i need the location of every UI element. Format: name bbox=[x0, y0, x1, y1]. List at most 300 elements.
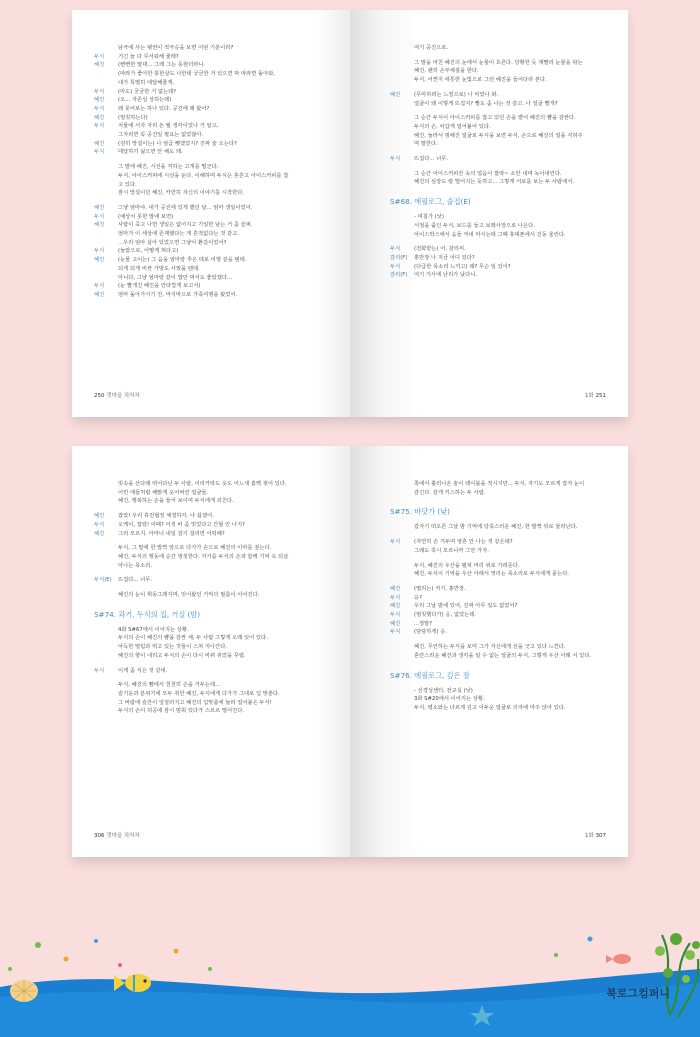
speaker-label: 두식 bbox=[390, 612, 401, 619]
speaker-label: 두식 bbox=[94, 53, 105, 60]
dialogue-line bbox=[94, 122, 332, 131]
dialogue-line bbox=[390, 585, 606, 594]
page-body bbox=[94, 480, 332, 716]
dialogue-line bbox=[390, 620, 606, 629]
direction-line bbox=[94, 230, 332, 239]
line-text: 3화 S#20에서 이어지는 상황. bbox=[414, 696, 485, 703]
line-text: (전화받는) 어, 감리씨. bbox=[414, 246, 466, 253]
line-text: (떨리는) 저기. 홍반장. bbox=[414, 585, 466, 592]
line-text: 혜진의 심장도 칼 떨어지는 듯하고... 그렇게 서로를 보는 두 사람에서. bbox=[414, 179, 575, 186]
book-spread-bottom bbox=[72, 446, 628, 857]
speaker-label bbox=[94, 652, 118, 661]
dialogue-line bbox=[390, 594, 606, 603]
line-text: 슬기운과 분위기에 모두 취한 혜진, 두식에게 다가가 그대로 입 맞춘다. bbox=[118, 690, 280, 697]
direction-line bbox=[94, 544, 332, 553]
dialogue-line bbox=[94, 140, 332, 149]
line-text: 어린 애들처럼 해맑게 웃어버린 얼굴들. bbox=[118, 489, 209, 496]
speaker-label bbox=[94, 480, 118, 489]
speaker-label bbox=[94, 274, 118, 283]
bubble-dot bbox=[118, 963, 122, 967]
line-text: 아니다, 그냥 엄마랑 같이 밥만 먹어도 좋았겠다... bbox=[118, 274, 233, 281]
speaker-label bbox=[94, 79, 118, 88]
paragraph-gap bbox=[94, 600, 332, 606]
line-text: 그러 모르지. 아마너 내일 감기 걸리면 어떡해? bbox=[118, 530, 225, 537]
speaker-label: 혜진 bbox=[94, 530, 105, 537]
line-text: (눈 빨개진 혜진을 안타깝게 보고서) bbox=[118, 283, 201, 290]
line-text: 엄마가 이 세상에 존재했다는 게 흔적없다는 것 같고. bbox=[118, 231, 239, 238]
speaker-label bbox=[94, 707, 118, 716]
page-307 bbox=[350, 446, 628, 857]
speaker-label: 두식 bbox=[94, 248, 105, 255]
dialogue-line bbox=[94, 105, 332, 114]
speaker-label bbox=[94, 681, 118, 690]
speaker-label: 감리(F) bbox=[390, 254, 408, 261]
bubble-dot bbox=[8, 967, 12, 971]
direction-line bbox=[390, 643, 606, 652]
bubble-dot bbox=[64, 957, 69, 962]
direction-line bbox=[94, 163, 332, 172]
speaker-label bbox=[390, 132, 414, 141]
dialogue-line bbox=[94, 148, 332, 157]
dialogue-line bbox=[94, 88, 332, 97]
line-text: 두식, 혜진의 우산을 펼쳐 머리 위로 가려준다. bbox=[414, 562, 520, 569]
direction-line bbox=[94, 591, 332, 600]
speaker-label bbox=[390, 59, 414, 68]
direction-line bbox=[390, 114, 606, 123]
line-text: 그 말을 마친 혜진의 눈에서 눈물이 흐른다. 당황한 듯 재빨리 눈물을 닦는 bbox=[414, 59, 583, 66]
direction-line bbox=[94, 131, 332, 140]
speaker-label: 혜진 bbox=[94, 204, 105, 211]
paragraph-gap bbox=[390, 187, 606, 193]
direction-line bbox=[390, 222, 606, 231]
line-text: 그 순간 두식이 아이스커피를 잡고 있던 손을 뻗어 혜진의 뺨을 감싼다. bbox=[414, 115, 576, 122]
dialogue-line bbox=[390, 155, 606, 164]
speaker-label: 혜진 bbox=[94, 513, 105, 520]
speaker-label bbox=[390, 231, 414, 240]
line-text: 아득한 떨림과 뛰고 있는 것들이 스쳐 지나간다. bbox=[118, 644, 228, 651]
line-text: 혜진, 두식이 기억을 우산 아래서 엿리는 목소리로 두식에게 묻는다. bbox=[414, 571, 569, 578]
line-text: 남극에 사는 펭귄이 적극승을 보면 어떤 기분이라? bbox=[118, 45, 234, 51]
dialogue-line bbox=[94, 221, 332, 230]
direction-line bbox=[94, 626, 332, 635]
line-text: 우리 그날 밤에 있어, 진짜 아무 일도 없었어? bbox=[414, 603, 518, 610]
speaker-label: 혜진 bbox=[94, 97, 105, 104]
speaker-label: 혜진 bbox=[390, 620, 401, 627]
direction-line bbox=[390, 687, 606, 696]
dialogue-line bbox=[94, 291, 332, 300]
speaker-label bbox=[390, 44, 414, 53]
speaker-label bbox=[390, 140, 414, 149]
speaker-label: 두식 bbox=[94, 521, 105, 528]
speaker-label bbox=[390, 704, 414, 713]
speaker-label bbox=[94, 562, 118, 571]
dialogue-line bbox=[94, 282, 332, 291]
speaker-label: 두식 bbox=[94, 149, 105, 156]
bubble-dot bbox=[588, 937, 593, 942]
dialogue-line bbox=[94, 96, 332, 105]
speaker-label bbox=[390, 222, 414, 231]
dialogue-line bbox=[390, 263, 606, 272]
dialogue-line bbox=[94, 61, 332, 70]
line-text: (멍칫했다가) 응, 없었는데. bbox=[414, 612, 477, 619]
direction-line bbox=[94, 181, 332, 190]
dialogue-line bbox=[94, 114, 332, 123]
line-text: 혼란스러운 혜진과 생각을 알 수 없는 얼굴의 두식, 그렇게 우산 아래 서 있다. bbox=[414, 652, 592, 659]
line-text: 뜨겁다... 너무. bbox=[118, 577, 153, 584]
line-text: 그래도 혹시 모르니까 그만 가자. bbox=[414, 547, 489, 554]
dialogue-line bbox=[390, 611, 606, 620]
line-text: 서점을 줍던 두식, 보드를 들고 보래사장으로 나온다. bbox=[414, 222, 535, 229]
direction-line bbox=[94, 44, 332, 53]
speaker-label: 두식 bbox=[390, 156, 401, 163]
direction-line bbox=[390, 178, 606, 187]
paragraph-gap bbox=[390, 497, 606, 503]
speaker-label bbox=[390, 652, 414, 661]
direction-line bbox=[390, 652, 606, 661]
direction-line bbox=[390, 213, 606, 222]
direction-line bbox=[390, 100, 606, 109]
speaker-label: 두식 bbox=[94, 283, 105, 290]
speaker-label bbox=[94, 591, 118, 600]
page-footer bbox=[585, 831, 606, 839]
speaker-label bbox=[390, 67, 414, 76]
scene-heading: S#76. 에필로그, 깊은 잠 bbox=[390, 670, 470, 680]
speaker-label bbox=[94, 163, 118, 172]
line-text: 여기 공진으로. bbox=[414, 45, 449, 51]
line-text: 빗속을 산다래 뛰어다닌 두 사람, 어리카락도 옷도 어느새 흠뻑 젖어 있다. bbox=[118, 481, 287, 487]
line-text: 그 순간 아이스커피잔 속의 얼음이 깔딱~ 소란 내며 녹아내린다. bbox=[414, 170, 562, 177]
line-text: 두식의 손, 차갑게 얼어붙어 있다. bbox=[414, 123, 491, 130]
page-body bbox=[390, 44, 606, 280]
line-text: (무마하려는 느낌으로) 나 익었나 봐. bbox=[414, 91, 499, 98]
line-text: 두식, 아이스커피에 시선을 둔다. 이해하며 두식은 혼흔고 아이스커피를 잡 bbox=[118, 172, 289, 179]
bubble-dot bbox=[35, 942, 41, 948]
scene-heading: S#75. 바닷가 (낮) bbox=[390, 507, 450, 517]
line-text: 며 말한다. bbox=[414, 141, 438, 148]
line-text: 두식의 손이 혜진의 뺨을 감싼 채, 두 사람 그렇게 오래 있어 있다. bbox=[118, 635, 268, 642]
direction-line bbox=[94, 239, 332, 248]
direction-line bbox=[94, 643, 332, 652]
dialogue-line bbox=[94, 247, 332, 256]
line-text: (멍칫하는다) bbox=[118, 114, 148, 121]
speaker-label: 혜진 bbox=[94, 140, 105, 147]
speaker-label bbox=[94, 699, 118, 708]
line-text: 잡았! 우리 휴전협정 체결하자. 나 쉽겠어. bbox=[118, 513, 214, 520]
dialogue-line bbox=[94, 204, 332, 213]
line-text: 대답하기 싫으면 안 해도 돼. bbox=[118, 149, 183, 156]
speaker-label: 두식 bbox=[390, 594, 401, 601]
page-footer bbox=[585, 391, 606, 399]
speaker-label bbox=[94, 553, 118, 562]
direction-line bbox=[390, 67, 606, 76]
dialogue-line bbox=[94, 256, 332, 265]
running-title: 갯마을 차차차 bbox=[106, 393, 140, 399]
small-fish-icon bbox=[606, 954, 631, 964]
line-text: 혜진, 행복하는 손을 들어 보이며 두식에게 외친다. bbox=[118, 498, 234, 505]
line-text: (놀람으로, 어떻게 쳐다고) bbox=[118, 248, 179, 255]
speaker-label bbox=[94, 634, 118, 643]
line-text: (자연히 손 거두며 영혼 안 나는 것 같은데? bbox=[414, 539, 513, 546]
dialogue-line bbox=[390, 271, 606, 280]
direction-line bbox=[94, 480, 332, 489]
line-text: 엄마 돌아가시기 전, 마지막으로 가족여행을 왔었어. bbox=[118, 291, 238, 298]
page-number: 251 bbox=[595, 393, 606, 399]
speaker-label bbox=[390, 76, 414, 85]
direction-line bbox=[390, 76, 606, 85]
line-text: (전히 망설이는) 나 엄급 뺏겠었지? 진짜 술 오는다? bbox=[118, 140, 237, 147]
speaker-label: 두식 bbox=[94, 213, 105, 220]
speaker-label bbox=[94, 489, 118, 498]
ocean-decoration bbox=[0, 925, 700, 1037]
speaker-label: 혜진 bbox=[390, 91, 401, 98]
line-text: 고 있다. bbox=[118, 181, 137, 188]
speaker-label bbox=[94, 497, 118, 506]
speaker-label: 혜진 bbox=[94, 257, 105, 264]
speaker-label bbox=[94, 626, 118, 635]
line-text: 쪽에서 흘러나온 술이 테이블을 적시지만... 두식, 자기도 모르게 잡자 눈이 bbox=[414, 481, 585, 487]
line-text: (담담하게) 응. bbox=[414, 629, 448, 636]
speaker-label bbox=[94, 690, 118, 699]
speaker-label: 두식 bbox=[390, 629, 401, 636]
line-text: 이게 좀 식은 것 같네. bbox=[118, 667, 168, 674]
shell-icon bbox=[10, 980, 38, 1002]
line-text: 두식, 혜진의 뺨에서 천천히 손을 거두는데... bbox=[118, 682, 221, 689]
publisher-logo: 북로그컴퍼니 bbox=[606, 987, 670, 1000]
line-text: (마도) 궁금한 거 없는데? bbox=[118, 88, 177, 95]
dialogue-line bbox=[390, 254, 606, 263]
page-body bbox=[94, 44, 332, 300]
line-text: 아이스박스에서 음들 꺼내 마시는데 그때 휴대폰에서 진동 울린다. bbox=[414, 231, 566, 238]
speaker-label bbox=[390, 570, 414, 579]
page-footer bbox=[94, 391, 140, 399]
direction-line bbox=[390, 562, 606, 571]
direction-line bbox=[94, 189, 332, 198]
speaker-label: 혜진 bbox=[390, 585, 401, 592]
book-spread-top bbox=[72, 10, 628, 417]
speaker-label: 두식 bbox=[94, 88, 105, 95]
direction-line bbox=[94, 79, 332, 88]
speaker-label: 혜진 bbox=[94, 114, 105, 121]
speaker-label: 두식 bbox=[94, 123, 105, 130]
page-number: 306 bbox=[94, 833, 105, 839]
speaker-label bbox=[94, 44, 118, 53]
line-text: ...우리 엄마 살아 있었으면 그냥이 환갑이었어? bbox=[118, 239, 227, 246]
speaker-label: 혜진 bbox=[94, 222, 105, 229]
speaker-label: 두식 bbox=[390, 246, 401, 253]
paragraph-gap bbox=[390, 661, 606, 667]
direction-line bbox=[94, 699, 332, 708]
speaker-label: 두식(E) bbox=[94, 577, 112, 584]
speaker-label bbox=[390, 178, 414, 187]
scene-heading: S#68. 에필로그, 술집(E) bbox=[390, 197, 471, 207]
direction-line bbox=[94, 274, 332, 283]
line-text: 아나는 목소리. bbox=[118, 562, 153, 569]
dialogue-line bbox=[94, 53, 332, 62]
line-text: 혜진, 놀라서 멍해진 얼굴로 두식을 보면 두식, 손으로 혜진의 얼을 식혀주 bbox=[414, 132, 583, 139]
speaker-label: 혜진 bbox=[390, 603, 401, 610]
running-title: 1화 bbox=[584, 393, 594, 399]
speaker-label bbox=[94, 181, 118, 190]
dialogue-line bbox=[390, 538, 606, 547]
line-text: 응? bbox=[414, 594, 422, 601]
direction-line bbox=[94, 265, 332, 274]
bubble-dot bbox=[208, 967, 212, 971]
line-text: 혜진, 두식의 행동에 순간 멍칫한다. 자기를 두식의 손과 함께 기억 속 되살 bbox=[118, 553, 289, 560]
page-number: 307 bbox=[595, 833, 606, 839]
line-text: (눈물 고이는) 그 음을 엄마랑 추온 데로 여행 같을 텐데. bbox=[118, 257, 247, 264]
line-text: (뻔뻔한 말대... 그래 그는 동현더라니. bbox=[118, 62, 206, 69]
dialogue-line bbox=[94, 512, 332, 521]
line-text: (예상치 못한 말에 보면) bbox=[118, 213, 174, 220]
line-text: 뜨겁다... 너무. bbox=[414, 156, 449, 163]
speaker-label: 두식 bbox=[94, 105, 105, 112]
speaker-label bbox=[390, 687, 414, 696]
line-text: 얼굴이 왜 이렇게 뜨겁지? 빨도 좀 나는 것 같고. 나 얼굴 빨개? bbox=[414, 100, 558, 107]
speaker-label bbox=[390, 114, 414, 123]
line-text: (오... 자존심 상하는데) bbox=[118, 97, 172, 104]
direction-line bbox=[390, 547, 606, 556]
line-text: 그자리면 꼭 공진일 필요는 없었잖아. bbox=[118, 132, 204, 139]
direction-line bbox=[94, 707, 332, 716]
speaker-label bbox=[94, 544, 118, 553]
direction-line bbox=[94, 681, 332, 690]
dialogue-line bbox=[390, 602, 606, 611]
line-text: 감긴다. 감게 키스하는 두 사람. bbox=[414, 489, 486, 496]
speaker-label bbox=[390, 170, 414, 179]
direction-line bbox=[390, 44, 606, 53]
page-body bbox=[390, 480, 606, 713]
speaker-label bbox=[390, 523, 414, 532]
line-text: 왜 못어보는 하나 있다. 공진에 왜 왔어? bbox=[118, 105, 210, 112]
line-text: 사람이 죽고 나면 생일은 없어지고 기일만 남는 거 좀 슬퍼. bbox=[118, 222, 253, 229]
speaker-label bbox=[390, 562, 414, 571]
line-text: ...정말? bbox=[414, 620, 433, 627]
direction-line bbox=[94, 172, 332, 181]
direction-line bbox=[390, 704, 606, 713]
direction-line bbox=[390, 489, 606, 498]
direction-line bbox=[94, 70, 332, 79]
page-number: 250 bbox=[94, 393, 105, 399]
line-text: 그냥 엄마야. 내가 공진에 있게 했던 날... 엄마 생일이었어. bbox=[118, 204, 253, 211]
direction-line bbox=[390, 140, 606, 149]
speaker-label bbox=[94, 643, 118, 652]
line-text: 혜진의 향이 내리고 두식의 손이 다시 바꿔 쥐었을 무렵. bbox=[118, 652, 246, 659]
running-title: 갯마을 차차차 bbox=[106, 833, 140, 839]
line-text: 여기 거사에 난리가 났다니. bbox=[414, 272, 478, 279]
line-text: 거긴 늘 다 무서워해 줄래? bbox=[118, 53, 179, 60]
line-text: 내가 특별히 대답해줄게. bbox=[118, 79, 175, 86]
direction-line bbox=[390, 523, 606, 532]
direction-line bbox=[94, 690, 332, 699]
line-text: 두식, 그 말에 한 발짝 앞으로 다가가 손으로 혜진의 이마를 짚는다. bbox=[118, 545, 272, 552]
direction-line bbox=[390, 695, 606, 704]
speaker-label bbox=[390, 643, 414, 652]
line-text: 갑자기 떠오른 그날 밤 기억에 당혹스러운 혜진, 한 발짝 뒤로 물러난다. bbox=[414, 524, 578, 531]
line-text: (따라가 좋아한 통한살도 나한테 궁금한 거 있으면 막 따라면 돌아와, bbox=[118, 71, 276, 78]
speaker-label bbox=[94, 189, 118, 198]
speaker-label: 감리(F) bbox=[390, 272, 408, 279]
line-text: 그 바람에 슬잔이 엎질러지고 혜진의 입맞춤에 놀라 얼어붙은 두식! bbox=[118, 699, 272, 706]
dialogue-line bbox=[390, 245, 606, 254]
direction-line bbox=[94, 497, 332, 506]
scene-heading: S#74. 과거, 두식의 집, 거실 (밤) bbox=[94, 609, 201, 619]
line-text: - 선경성센터, 전교실 (낮) bbox=[414, 687, 473, 694]
line-text: 혜진, 무언하는 두식을 보며 그가 자신에게 선을 긋고 있다 느낀다. bbox=[414, 644, 566, 651]
line-text: 그 말에 혜진, 시선을 저하는 고개를 떨군다. bbox=[118, 164, 219, 171]
speaker-label: 혜진 bbox=[94, 62, 105, 69]
speaker-label bbox=[94, 230, 118, 239]
direction-line bbox=[390, 132, 606, 141]
speaker-label bbox=[390, 489, 414, 498]
bubble-dot bbox=[554, 953, 558, 957]
direction-line bbox=[390, 231, 606, 240]
page-footer bbox=[94, 831, 140, 839]
speaker-label: 두식 bbox=[390, 539, 401, 546]
dialogue-line bbox=[94, 576, 332, 585]
line-text: 혜진, 괜히 손부채질을 한다. bbox=[414, 68, 479, 75]
direction-line bbox=[390, 570, 606, 579]
speaker-label bbox=[94, 131, 118, 140]
line-text: 오케이, 잡았! 어때? 이것 바 좀 빗었다고 간헐 안 나지? bbox=[118, 521, 245, 528]
speaker-label: 두식 bbox=[94, 667, 105, 674]
speaker-label bbox=[390, 213, 414, 222]
line-text: 두식의 손이 허공에 잠시 멈춰 있다가 스르르 떨어진다. bbox=[118, 708, 245, 715]
line-text: 되게 되게 비싼 가방도 사줬을 텐데. bbox=[118, 265, 200, 272]
line-text: - 며칠가 (낮) bbox=[414, 214, 444, 221]
dialogue-line bbox=[390, 91, 606, 100]
speaker-label bbox=[94, 265, 118, 274]
line-text: 홍반장 나 지금 어디 있다? bbox=[414, 254, 475, 261]
speaker-label bbox=[94, 239, 118, 248]
speaker-label bbox=[390, 100, 414, 109]
direction-line bbox=[94, 634, 332, 643]
line-text: 잠시 망설이던 혜진, 카만히 자신의 이야기를 시작한다. bbox=[118, 190, 245, 197]
direction-line bbox=[94, 489, 332, 498]
speaker-label: 혜진 bbox=[94, 291, 105, 298]
dialogue-line bbox=[390, 628, 606, 637]
direction-line bbox=[94, 652, 332, 661]
running-title: 1화 bbox=[584, 833, 594, 839]
dialogue-line bbox=[94, 521, 332, 530]
speaker-label bbox=[390, 695, 414, 704]
dialogue-line bbox=[94, 213, 332, 222]
direction-line bbox=[390, 123, 606, 132]
speaker-label bbox=[94, 70, 118, 79]
page-306 bbox=[72, 446, 350, 857]
bubble-dot bbox=[174, 949, 179, 954]
page-251 bbox=[350, 10, 628, 417]
direction-line bbox=[390, 480, 606, 489]
direction-line bbox=[390, 170, 606, 179]
speaker-label bbox=[390, 480, 414, 489]
speaker-label bbox=[94, 172, 118, 181]
speaker-label: 두식 bbox=[390, 263, 401, 270]
dialogue-line bbox=[94, 667, 332, 676]
direction-line bbox=[94, 562, 332, 571]
speaker-label bbox=[390, 547, 414, 556]
line-text: (다급한 목소리 느끼고) 왜? 무슨 일 있어? bbox=[414, 263, 511, 270]
line-text: 두식, 어쩐지 애틋한 눈빛으로 그런 혜진을 들어다라 본다. bbox=[414, 77, 547, 84]
bubble-dot bbox=[94, 939, 98, 943]
page-250 bbox=[72, 10, 350, 417]
speaker-label bbox=[390, 123, 414, 132]
line-text: 4화 S#67에서 이어지는 상황. bbox=[118, 626, 189, 633]
line-text: 두식, 평소와는 다르게 깊고 어두운 얼굴로 의자에 마주 앉아 있다. bbox=[414, 704, 566, 711]
direction-line bbox=[94, 553, 332, 562]
line-text: 혜진의 눈이 휘동그레지며, 잊어왔던 기억의 필름이 이어진다. bbox=[118, 592, 260, 599]
direction-line bbox=[390, 59, 606, 68]
dialogue-line bbox=[94, 530, 332, 539]
